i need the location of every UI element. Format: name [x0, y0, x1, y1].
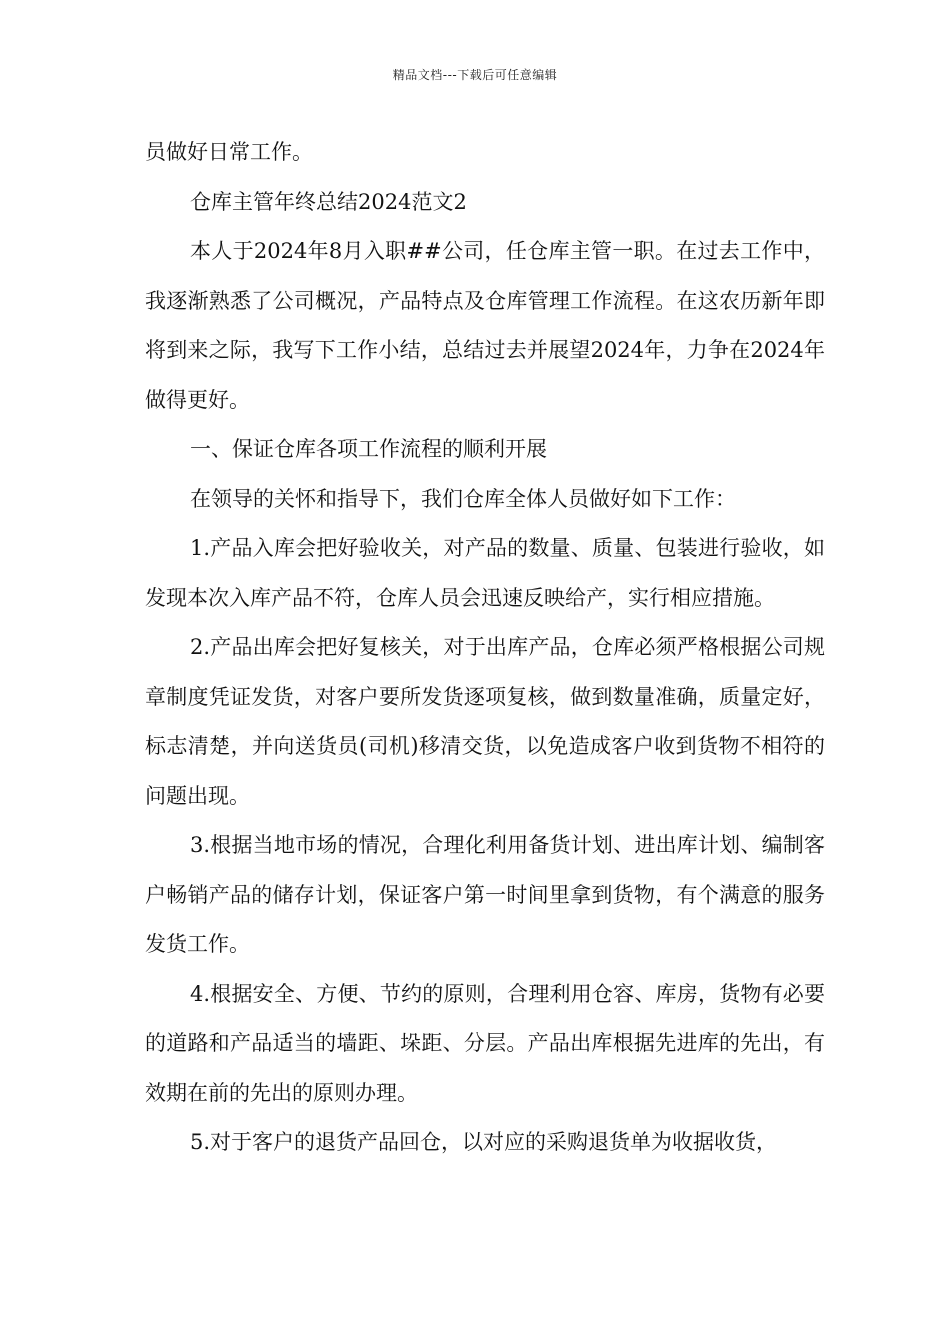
page-header: 精品文档---下载后可任意编辑 — [392, 68, 558, 82]
list-item-2: 2.产品出库会把好复核关，对于出库产品，仓库必须严格根据公司规章制度凭证发货，对客户要所发货逐项复核，做到数量准确，质量定好，标志清楚，并向送货员(司机)移清交货，以免造成客户收到货物不相符的问题出现。 — [145, 635, 825, 808]
paragraph-continuation: 员做好日常工作。 — [145, 140, 313, 164]
list-item-4: 4.根据安全、方便、节约的原则，合理利用仓容、库房，货物有必要的道路和产品适当的墙距、垛距、分层。产品出库根据先进库的先出，有效期在前的先出的原则办理。 — [145, 981, 825, 1105]
paragraph-lead: 在领导的关怀和指导下，我们仓库全体人员做好如下工作： — [190, 486, 736, 511]
section-title: 仓库主管年终总结2024范文2 — [190, 189, 467, 214]
list-item-1: 1.产品入库会把好验收关，对产品的数量、质量、包装进行验收，如发现本次入库产品不符，仓库人员会迅速反映给产，实行相应措施。 — [145, 536, 825, 610]
heading-section-1: 一、保证仓库各项工作流程的顺利开展 — [190, 437, 547, 461]
list-item-5: 5.对于客户的退货产品回仓，以对应的采购退货单为收据收货， — [190, 1130, 778, 1154]
document-body — [145, 128, 825, 1168]
list-item-3: 3.根据当地市场的情况，合理化利用备货计划、进出库计划、编制客户畅销产品的储存计划，保证客户第一时间里拿到货物，有个满意的服务发货工作。 — [145, 833, 825, 956]
paragraph-intro: 本人于2024年8月入职##公司，任仓库主管一职。在过去工作中，我逐渐熟悉了公司概况，产品特点及仓库管理工作流程。在这农历新年即将到来之际，我写下工作小结，总结过去并展望2024年，力争在2024年做得更好。 — [145, 239, 825, 412]
